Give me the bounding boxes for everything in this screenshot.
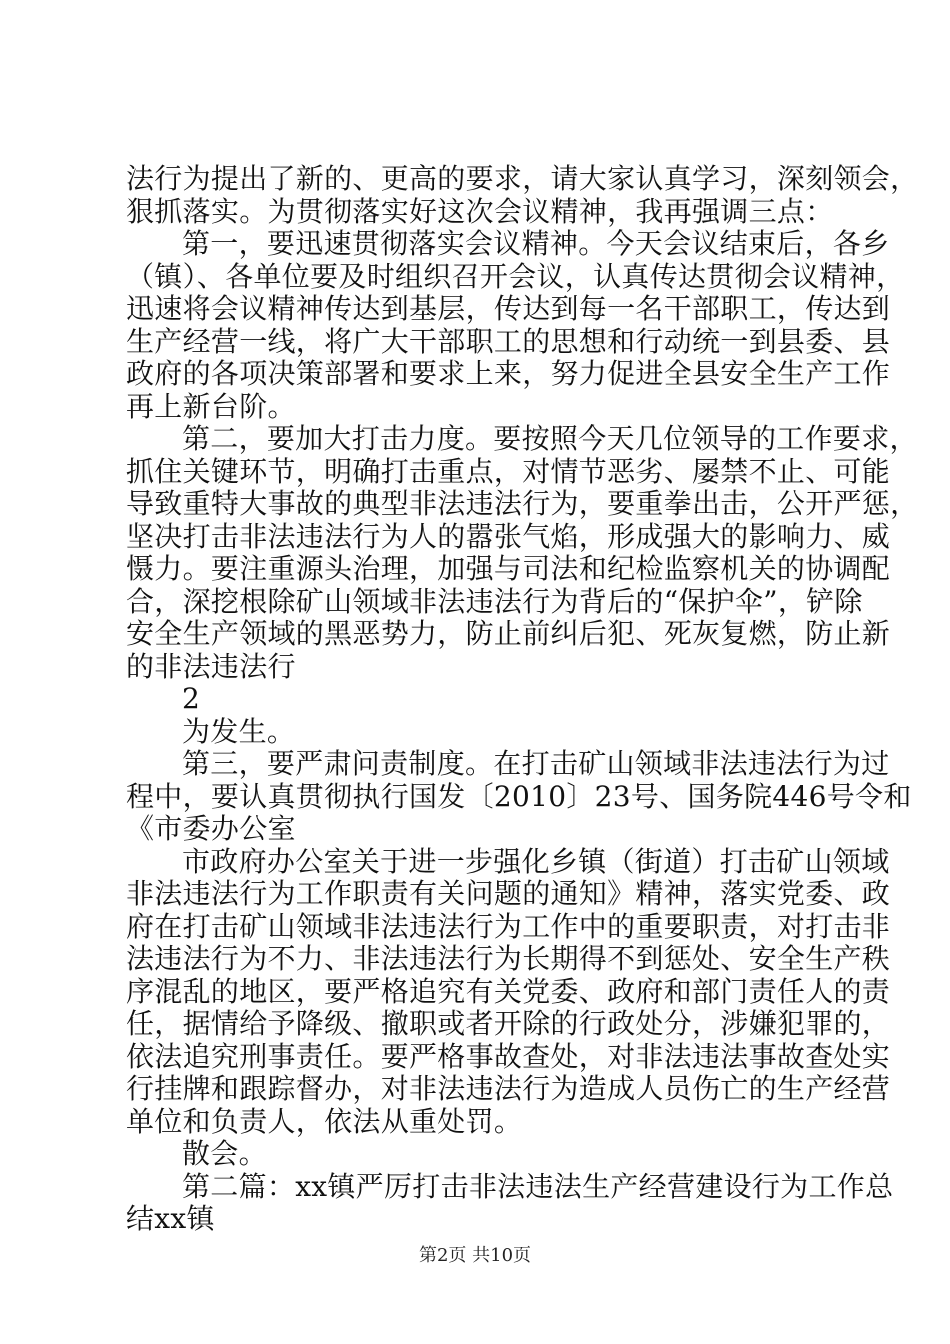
text-line: 政府的各项决策部署和要求上来，努力促进全县安全生产工作 [126,357,891,390]
text-line: 第一，要迅速贯彻落实会议精神。今天会议结束后，各乡 [182,227,890,260]
text-line: 单位和负责人，依法从重处罚。 [126,1104,523,1138]
text-line: 迅速将会议精神传达到基层，传达到每一名干部职工，传达到 [126,292,891,325]
text-line: 生产经营一线，将广大干部职工的思想和行动统一到县委、县 [126,324,891,358]
text-line: 狠抓落实。为贯彻落实好这次会议精神，我再强调三点： [126,194,834,228]
text-line: 市政府办公室关于进一步强化乡镇（街道）打击矿山领域 [182,844,890,878]
text-line: 坚决打击非法违法行为人的嚣张气焰，形成强大的影响力、威 [126,519,891,553]
text-line: 的非法违法行 [126,649,296,683]
text-line: 法行为提出了新的、更高的要求，请大家认真学习，深刻领会， [126,162,919,195]
text-line: 慑力。要注重源头治理，加强与司法和纪检监察机关的协调配 [126,552,891,585]
text-line: 合，深挖根除矿山领域非法违法行为背后的“保护伞”，铲除 [126,584,863,618]
text-line: 再上新台阶。 [126,389,296,423]
text-line: 导致重特大事故的典型非法违法行为，要重拳出击，公开严惩， [126,487,919,520]
inline-page-number: 2 [182,682,201,715]
text-line: 法违法行为不力、非法违法行为长期得不到惩处、安全生产秩 [126,942,891,975]
text-line: 序混乱的地区，要严格追究有关党委、政府和部门责任人的责 [126,974,891,1008]
text-line: 散会。 [182,1137,267,1170]
text-line: 《市委办公室 [126,812,296,845]
text-line: 府在打击矿山领域非法违法行为工作中的重要职责，对打击非 [126,909,891,943]
text-line: 为发生。 [182,714,296,748]
text-line: 抓住关键环节，明确打击重点，对情节恶劣、屡禁不止、可能 [126,454,891,488]
text-line: 依法追究刑事责任。要严格事故查处，对非法违法事故查处实 [126,1039,891,1073]
text-line: 结xx镇 [126,1202,215,1235]
text-line: 任，据情给予降级、撤职或者开除的行政处分，涉嫌犯罪的， [126,1007,891,1040]
text-line: 非法违法行为工作职责有关问题的通知》精神，落实党委、政 [126,877,891,910]
page-footer: 第2页 共10页 [418,1245,532,1266]
text-line: 第二篇：xx镇严厉打击非法违法生产经营建设行为工作总 [182,1169,894,1203]
text-line: （镇）、各单位要及时组织召开会议，认真传达贯彻会议精神， [126,259,905,293]
text-line: 程中，要认真贯彻执行国发〔2010〕23号、国务院446号令和 [126,779,912,813]
text-line: 行挂牌和跟踪督办，对非法违法行为造成人员伤亡的生产经营 [126,1072,891,1105]
text-line: 第二，要加大打击力度。要按照今天几位领导的工作要求， [182,422,918,455]
text-line: 第三，要严肃问责制度。在打击矿山领域非法违法行为过 [182,747,890,780]
text-line: 安全生产领域的黑恶势力，防止前纠后犯、死灰复燃，防止新 [126,617,891,650]
